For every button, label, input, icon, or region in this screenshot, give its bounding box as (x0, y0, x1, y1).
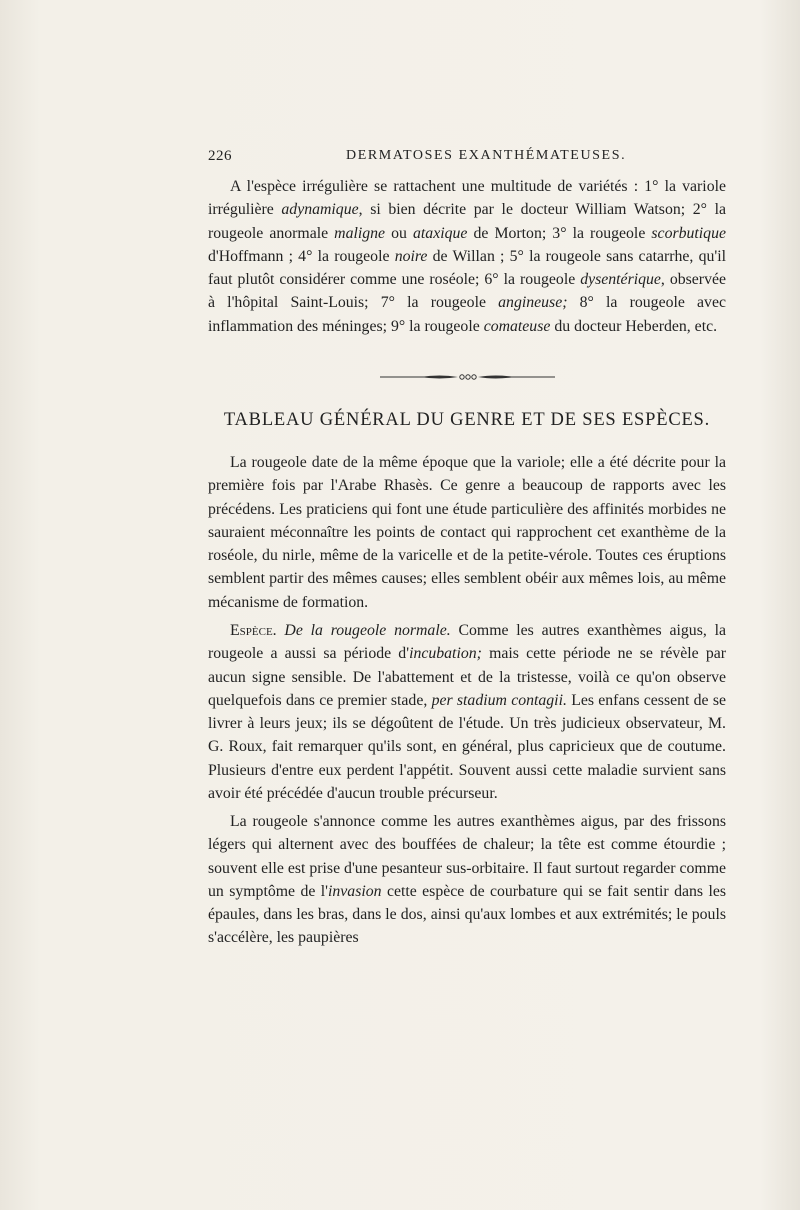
paragraph-varieties (208, 175, 726, 338)
species-label: Espèce. (230, 622, 277, 639)
paragraph-symptoms-text: La rougeole s'annonce comme les autres exanthèmes aigus, par des frissons légers qui alternent avec des bouffées de chaleur; la tête est comme étourdie ; souvent elle est prise d'une pesanteur sus-orbitaire. Il faut surtout regarder comme un symptôme de l'invasion cette espèce de courbature qui se fait sentir dans les épaules, dans les bras, dans le dos, ainsi qu'aux lombes et aux extrémités; le pouls s'accélère, les paupières (208, 813, 726, 947)
ornament-divider (380, 372, 555, 382)
page-number: 226 (208, 148, 232, 164)
running-head (208, 148, 713, 168)
section-title: TABLEAU GÉNÉRAL DU GENRE ET DE SES ESPÈCES. (223, 410, 711, 430)
paragraph-intro-text: La rougeole date de la même époque que la variole; elle a été décrite pour la première fois par l'Arabe Rhasès. Ce genre a beaucoup de rapports avec les précédens. Les praticiens qui font une étude particulière des affinités morbides ne sauraient méconnaître les points de contact qui rapprochent cet exanthème de la roséole, du nirle, même de la varicelle et de la petite-vérole. Toutes ces éruptions semblent partir des mêmes causes; elles semblent obéir aux mêmes lois, au même mécanisme de formation. (208, 454, 726, 611)
paragraph-intro (208, 451, 726, 614)
paragraph-varieties-text: A l'espèce irrégulière se rattachent une multitude de variétés : 1° la variole irrégulière adynamique, si bien décrite par le docteur William Watson; 2° la rougeole anormale maligne ou ataxique de Morton; 3° la rougeole scorbutique d'Hoffmann ; 4° la rougeole noire de Willan ; 5° la rougeole sans catarrhe, qu'il faut plutôt considérer comme une roséole; 6° la rougeole dysentérique, observée à l'hôpital Saint-Louis; 7° la rougeole angineuse; 8° la rougeole avec inflammation des méninges; 9° la rougeole comateuse du docteur Heberden, etc. (208, 178, 726, 335)
paragraph-species-text: Espèce. De la rougeole normale. Comme les autres exanthèmes aigus, la rougeole a aussi sa période d'incubation; mais cette période ne se révèle par aucun signe sensible. De l'abattement et de la tristesse, voilà ce qu'on observe quelquefois dans ce premier stade, per stadium contagii. Les enfans cessent de se livrer à leurs jeux; ils se dégoûtent de l'étude. Un très judicieux observateur, M. G. Roux, fait remarquer qu'ils sont, en général, plus capricieux que de coutume. Plusieurs d'entre eux perdent l'appétit. Souvent aussi cette maladie survient sans avoir été précédée d'aucun trouble précurseur. (208, 622, 727, 803)
paragraph-symptoms (208, 810, 726, 950)
paragraph-species (208, 619, 726, 805)
running-title: DERMATOSES EXANTHÉMATEUSES. (346, 148, 627, 163)
